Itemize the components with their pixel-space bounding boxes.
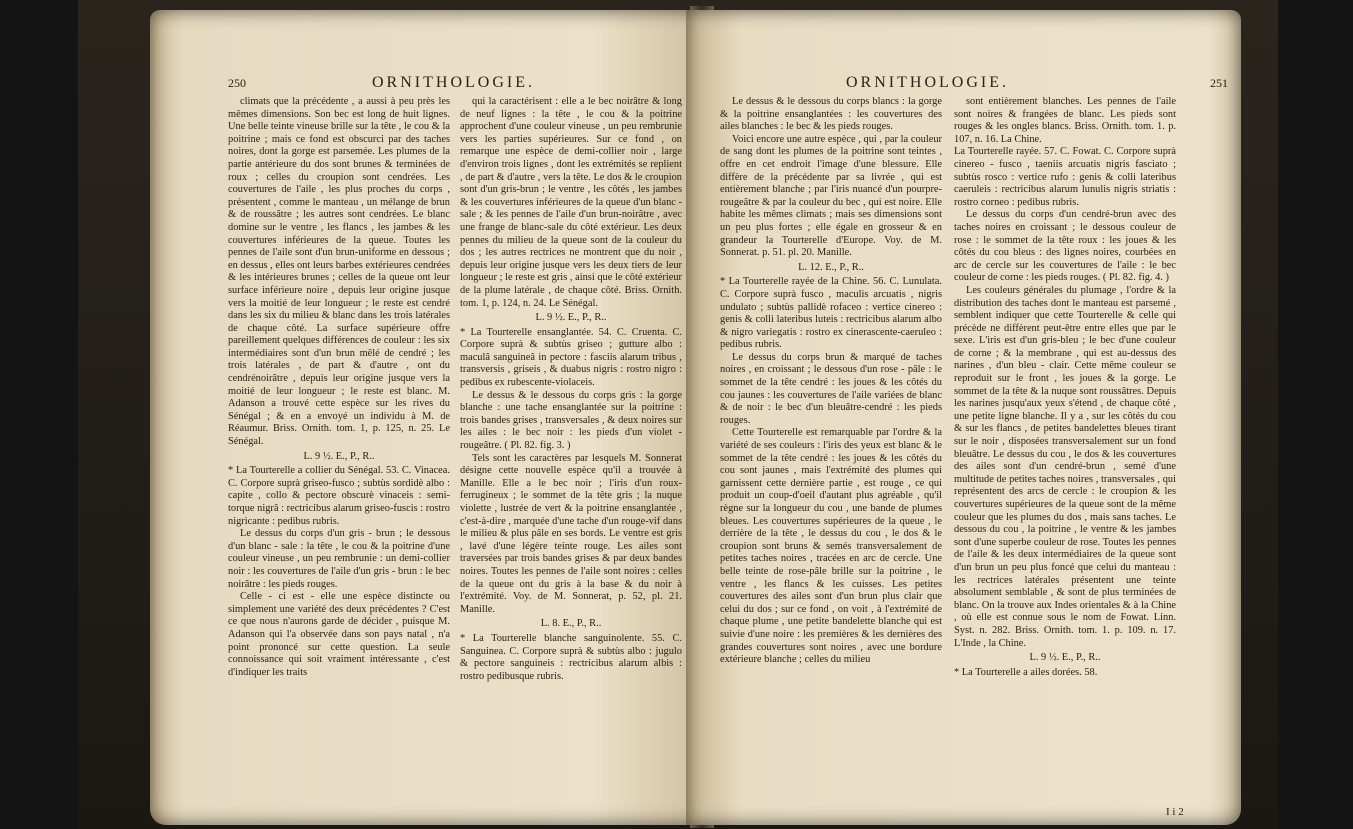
left-page-number: 250 bbox=[228, 76, 246, 90]
right-col1-measure-line: L. 12. E., P., R.. bbox=[798, 261, 864, 273]
right-col1-paragraph: Cette Tourterelle est remarquable par l'ordre & la variété de ses couleurs : l'iris des yeux est blanc & le sommet de la tête cendré : les joues & les côtés du cou sont jaunes , mais l'extrémité des plumes qui garnissent cette dernière partie , est rouge , ce qui produit un coup-d'oeil d'autant plus agréable , qu'il règne sur la longueur du cou , une bande de plumes bleues. Les couvertures supérieures de la queue , le derrière de la tête , le dessus du cou , le dos & le croupion sont bruns & semés transversalement de petites taches noires , tracées en arc de cercle. Une belle teinte de rose-pâle brille sur la poitrine , le ventre , les flancs & les cuisses. Les petites couvertures des ailes sont d'un brun plus clair que celui du dos ; sur ce fond , on voit , à l'extrémité de chaque plume , une petite bandelette blanche qui est suivie d'une noire : les premières & les dernières des grandes couvertures sont noires , avec une bordure extérieure blanche ; celles du milieu bbox=[720, 427, 942, 666]
right-col1-paragraph: Voici encore une autre espèce , qui , par la couleur de sang dont les plumes de la poitrine sont teintes , offre en cet endroit l'image d'une blessure. Elle diffère de la précédente par sa livrée , qui est entièrement blanche ; par l'iris nuancé d'un pourpre-rougeâtre & par la couleur du bec , qui est noire. Elle habite les mêmes climats ; mais ses dimensions sont un peu plus fortes ; elle égale en grosseur & en grandeur la Tourterelle d'Europe. Voy. de M. Sonnerat. p. 51. pl. 20. Manille. bbox=[720, 133, 942, 259]
right-col2-paragraph: Le dessus du corps d'un cendré-brun avec des taches noires en croissant ; le dessous couleur de rose : le sommet de la tête roux : les joues & les côtés du cou bleus : des lignes noires, courbées en arc de cercle sur les couvertures de l'aile : le bec couleur de corne : les pieds rouges. ( Pl. 82. fig. 4. ) bbox=[954, 209, 1176, 284]
left-col1-measure-line: L. 9 ½. E., P., R.. bbox=[303, 450, 375, 462]
right-col2-paragraph: Les couleurs générales du plumage , l'ordre & la distribution des taches dont le manteau est parsemé , semblent indiquer que cette Tourterelle & celle qui précède ne diffèrent peut-être entre elles que par le sexe. L'iris est d'un gris-bleu ; le bec d'une couleur de corne ; & la membrane , qui est au-dessus des narines , d'un bleu - clair. Cette même couleur se reproduit sur le front , les joues & la gorge. Le sommet de la tête & la nuque sont roussâtres. Depuis les narines jusqu'aux yeux s'étend , de chaque côté , une petite ligne blanche. Il y a , sur les côtés du cou & sur les flancs , de petites bandelettes bleues tirant sur le noir , disposées transversalement sur un fond bleuâtre. Le dessus du cou , le dos & les couvertures des ailes sont d'un cendré-brun , semé d'une multitude de petites taches noires , transversales , qui représentent des arcs de cercle : le croupion & les couvertures supérieures de la queue sont de la même couleur que les plumes du dos , mais sans taches. Le dessous du cou , la poitrine , le ventre & les jambes sont d'une superbe couleur de rose. Toutes les pennes de l'aile & les deux intermédiaires de la queue sont d'un brun un peu plus foncé que celui du manteau : les rectrices latérales présentent une teinte absolument semblable , & sont de plus terminées de blanc. On la trouve aux Indes orientales & à la Chine , où elle est connue sous le nom de Fowat. Linn. Syst. n. 282. Briss. Ornith. tom. 1. p. 109. n. 17. L'Inde , la Chine. bbox=[954, 284, 1176, 649]
left-col2-paragraph: Tels sont les caractères par lesquels M. Sonnerat désigne cette nouvelle espèce qu'il a trouvée à Manille. Elle a le bec noir ; l'iris d'un roux-ferrugineux ; le sommet de la tête gris ; la nuque violette , lustrée de vert & la poitrine ensanglantée , c'est-à-dire , marquée d'une tache d'un rouge-vif dans le milieu & plus pâle en ses bords. Le ventre est gris , lavé d'une légère teinte rouge. Les ailes sont traversées par trois bandes grises & par deux bandes noires. Toutes les pennes de l'aile sont noires : celles de la queue ont du gris à la base & du noir à l'extrémité. Voy. de M. Sonnerat, p. 52, pl. 21. Manille. bbox=[460, 452, 682, 615]
left-col1-paragraph: climats que la précédente , a aussi à peu près les mêmes dimensions. Son bec est long de huit lignes. Une belle teinte vineuse brille sur la tête , le cou & la poitrine ; mais ce fond est obscurci par des taches noires, dont la gorge est parsemée. Les plumes de la partie antérieure du dos sont brunes & terminées de roux ; celles du croupion sont cendrées. Les couvertures de l'aile , les plus proches du corps , présentent , comme le manteau , un mélange de brun & de roussâtre ; les autres sont cendrées. Le blanc domine sur le ventre , les flancs , les jambes & les couvertures inférieures de la queue. Toutes les pennes de l'aile sont d'un brun-uniforme en dessous ; en dessus , elles ont leurs barbes extérieures cendrées & les intérieures brunes ; celles de la queue ont leur surface inférieure noire , depuis leur origine jusque vers la moitié de leur longueur ; le reste est cendré dans les six du milieu & blanc dans les trois latérales de chaque côté. La surface supérieure offre pareillement quelques différences de couleur : les six intermédiaires sont d'un brun mêlé de cendré ; les trois latérales , de part & d'autre , ont du cendrénoirâtre , depuis leur origine jusque vers la moitié de leur longueur ; le reste est blanc. M. Adanson a trouvé cette espèce sur les rives du Sénégal ; & en a envoyé un individu à M. de Réaumur. Briss. Ornith. tom. 1, p. 125, n. 25. Le Sénégal. bbox=[228, 96, 450, 448]
left-col2-paragraph: qui la caractérisent : elle a le bec noirâtre & long de neuf lignes : la tête , le cou & la poitrine approchent d'une couleur vineuse , un peu rembrunie vers les parties supérieures. Sur ce fond , on remarque une espèce de demi-collier noir , large d'environ trois lignes , dont les extrémités se replient , de part & d'autre , vers la tête. Le dos & le croupion sont d'un gris-brun ; le ventre , les côtés , les jambes & les couvertures inférieures de la queue d'un blanc - sale ; & les pennes de l'aile d'un brun-noirâtre , avec une frange de blanc-sale du côté extérieur. Les deux pennes du milieu de la queue sont de la couleur du dos ; les autres rectrices ne montrent que du noir , depuis leur origine jusque vers les deux tiers de leur longueur ; le reste est gris , ainsi que le côté extérieur de la plume latérale , de chaque côté. Briss. Ornith. tom. 1, p. 124, n. 24. Le Sénégal. bbox=[460, 96, 682, 309]
right-col2-species-entry: La Tourterelle rayée. 57. C. Fowat. C. Corpore suprà cinereo - fusco , taeniis arcuatis nigris fasciato ; subtùs rosco : vertice rufo : genis & colli lateribus caeruleis : rectricibus alarum lunulis nigris striatis : rostro corneo : pedibus rubris. bbox=[954, 146, 1176, 208]
right-col2-species-entry: * La Tourterelle a ailes dorées. 58. bbox=[954, 666, 1098, 678]
left-col2-measure-line: L. 8. E., P., R.. bbox=[540, 618, 602, 630]
left-running-head: ORNITHOLOGIE. bbox=[372, 74, 535, 91]
left-col1-paragraph: Celle - ci est - elle une espèce distincte ou simplement une variété des deux précédentes ? C'est ce que nous n'aurons garde de décider , puisque M. Adanson qui l'a observée dans son pays natal , n'a point prononcé sur cette question. La seule connoissance qui soit vraiment intéressante , c'est d'indiquer les traits bbox=[228, 591, 450, 678]
left-column-1 bbox=[228, 96, 450, 679]
right-page bbox=[686, 10, 1241, 825]
right-page-number: 251 bbox=[1210, 76, 1228, 90]
left-col2-paragraph: Le dessus & le dessous du corps gris : la gorge blanche : une tache ensanglantée sur la poitrine : trois bandes grises , transversales , & deux noires sur les ailes : le bec noir : les pieds d'un violet - rougeâtre. ( Pl. 82. fig. 3. ) bbox=[460, 389, 682, 452]
left-col2-species-entry: * La Tourterelle ensanglantée. 54. C. Cruenta. C. Corpore suprà & subtùs griseo ; gutture albo : maculâ sanguineâ in pectore : fasciis alarum tribus , transversis , griseis , & duabus nigris : rostro nigro : pedibus ex rubescente-violaceis. bbox=[460, 326, 682, 389]
right-col2-measure-line: L. 9 ½. E., P., R.. bbox=[1029, 652, 1101, 664]
left-col1-species-entry: * La Tourterelle a collier du Sénégal. 53. C. Vinacea. C. Corpore suprà griseo-fusco ; subtùs sordidè albo : capite , collo & pectore obscurè vinaceis : semi-torque nigrâ : rectricibus alarum griseo-fuscis : rostro nigricante : pedibus rubris. bbox=[228, 465, 450, 527]
left-col1-paragraph: Le dessus du corps d'un gris - brun ; le dessous d'un blanc - sale : la tête , le cou & la poitrine d'une couleur vineuse , un peu rembrunie : un demi-collier noir : les couvertures de l'aile d'un gris - brun : le bec noirâtre : les pieds rouges. bbox=[228, 528, 450, 590]
right-col1-species-entry: * La Tourterelle rayée de la Chine. 56. C. Lunulata. C. Corpore suprà fusco , maculis arcuatis , nigris undulato ; subtùs pallidè rofaceo : vertice cinereo : genis & colli lateribus luteis : rectricibus alarum albo & nigro variegatis : rostro ex cinerascente-caeruleo : pedibus rubris. bbox=[720, 276, 942, 351]
left-col2-measure-line: L. 9 ½. E., P., R.. bbox=[535, 312, 607, 324]
right-column-2 bbox=[954, 96, 1176, 679]
right-folio: I i 2 bbox=[1166, 806, 1184, 818]
right-col2-paragraph: sont entièrement blanches. Les pennes de l'aile sont noires & frangées de blanc. Les pieds sont rouges & les ongles blancs. Briss. Ornith. tom. 1. p. 107, n. 16. La Chine. bbox=[954, 96, 1176, 145]
right-col1-paragraph: Le dessus & le dessous du corps blancs : la gorge & la poitrine ensanglantées : les couvertures des ailes blanches : le bec & les pieds rouges. bbox=[720, 96, 942, 133]
left-col2-species-entry: * La Tourterelle blanche sanguinolente. 55. C. Sanguinea. C. Corpore suprà & subtùs albo : jugulo & pectore sanguineis : rectricibus alarum albis : rostro pedibusque rubris. bbox=[460, 632, 682, 682]
right-col1-paragraph: Le dessus du corps brun & marqué de taches noires , en croissant ; le dessous d'un rose - pâle : le sommet de la tête cendré : les joues & les côtés du cou jaunes : les couvertures de l'aile variées de blanc & de noir : le bec d'un bleuâtre-cendré : les pieds rouges. bbox=[720, 351, 942, 426]
right-column-1 bbox=[720, 96, 942, 667]
left-page bbox=[150, 10, 705, 825]
right-running-head: ORNITHOLOGIE. bbox=[846, 74, 1009, 91]
left-column-2 bbox=[460, 96, 682, 683]
